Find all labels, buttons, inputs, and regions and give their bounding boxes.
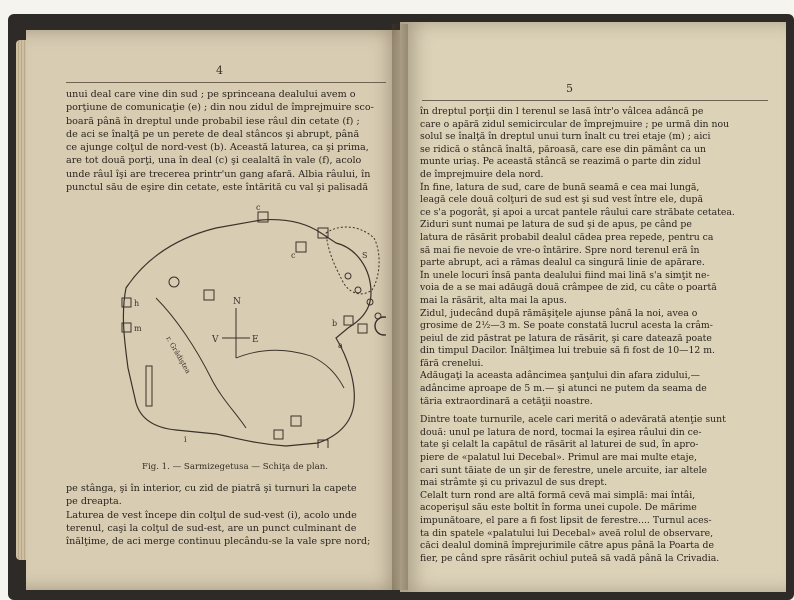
text-line: mai strâmte şi cu privazul de sus drept. (420, 477, 608, 489)
text-line: mai la răsărit, alta mai la apus. (420, 294, 567, 306)
map-label-c: c (256, 203, 261, 212)
text-line: piere de «palatul lui Decebal». Primul are mai multe etaje, (420, 452, 697, 464)
map-label-a: a (338, 341, 343, 350)
tower-square (358, 324, 367, 333)
map-label-b: b (332, 319, 338, 328)
small-circle (355, 287, 361, 293)
map-label-m: m (134, 324, 142, 333)
figure-caption: Fig. 1. — Sarmizegetusa — Schiţa de plan. (142, 462, 328, 472)
right-page-number: 5 (566, 82, 574, 95)
right-body-text (420, 106, 772, 565)
map-label-i: i (184, 435, 187, 444)
fortress-outline (123, 220, 371, 446)
text-line: Adăugaţi la aceasta adâncimea şanţului din afara zidului,— (420, 370, 700, 382)
long-building (146, 366, 152, 406)
text-line: latura de răsărit probabil dealul cădea prea repede, pentru ca (420, 231, 714, 243)
text-line: fier, pe când spre răsărit ochiul puteă să vadă până la Crivadia. (420, 552, 720, 564)
text-line: adâncime aproape de 5 m.— şi atunci ne putem da seama de (420, 383, 707, 395)
text-line: de aci se înalţă pe un perete de deal stâncos şi abrupt, până (66, 128, 360, 140)
text-line: Celalt turn rond are altă formă cevă mai simplă: mai întâi, (420, 489, 696, 501)
text-line: porţiune de comunicaţie (e) ; din nou zidul de împrejmuire sco- (66, 102, 374, 114)
tower-square (291, 416, 301, 426)
round-tower-large (375, 317, 386, 335)
text-line: unde râul îşi are trecerea printr'un gang afară. Albia râului, în (66, 168, 371, 180)
right-page (400, 22, 786, 592)
text-line: două: unul pe latura de nord, tocmai la eşirea râului din ce- (420, 426, 702, 438)
tower-square (296, 242, 306, 252)
text-line: Ziduri sunt numai pe latura de sud şi de apus, pe când pe (420, 219, 692, 231)
left-bottom-text (66, 482, 392, 548)
text-line: ce s'a pogorât, şi apoi a urcat pantele râului care străbate cetatea. (420, 206, 735, 218)
text-line: boară până în dreptul unde probabil iese râul din cetate (f) ; (66, 115, 360, 127)
left-header-rule (66, 82, 386, 83)
text-line: unui deal care vine din sud ; pe sprinceana dealului avem o (66, 89, 356, 100)
text-line: se ridică o stâncă înaltă, păroasă, care ese din pământ ca un (420, 143, 706, 155)
text-line: munte uriaş. Pe această stâncă se reazimă o parte din zidul (420, 156, 701, 168)
compass-n-label: N (233, 297, 241, 307)
inner-path (236, 350, 344, 388)
text-line: fără crenelui. (420, 357, 484, 369)
book-gutter (392, 24, 408, 590)
text-line: în dreptul porţii din l terenul se lasă într'o vâlcea adâncă pe (420, 106, 704, 117)
text-line: din timpul Dacilor. Înălţimea lui trebuie să fi fost de 10—12 m. (420, 345, 715, 357)
text-line: care o apără zidul semicircular de împrejmuire ; pe urmă din nou (420, 118, 730, 130)
map-label-s: S (362, 251, 368, 260)
text-line: Zidul, judecând după rămăşiţele ajunse până la noi, avea o (420, 307, 698, 319)
text-line: impunătoare, el pare a fi fost lipsit de ferestre.... Turnul aces- (420, 515, 712, 526)
left-page-number: 4 (216, 64, 224, 77)
rocky-hill-outline (326, 227, 379, 294)
right-header-rule (422, 100, 768, 101)
text-line: tate şi celalt la capătul de răsărit al laturei de sud, în apro- (420, 439, 699, 451)
text-line: voia de a se mai adăugă două crâmpee de zid, cu câte o poartă (420, 282, 717, 294)
text-line: acoperişul său este boltit în forma unei cupole. De mărime (420, 502, 697, 514)
text-line: parte abrupt, aci a rămas dealul ca singură linie de apărare. (420, 257, 705, 269)
text-line: În fine, latura de sud, care de bună seamă e cea mai lungă, (420, 181, 700, 193)
fortress-plan-map (86, 198, 386, 448)
text-line: căci dealul domină împrejurimile către apus până la Poarta de (420, 540, 714, 552)
left-page (26, 30, 404, 590)
text-line: peiul de zid păstrat pe latura de răsărit, şi care datează poate (420, 332, 712, 344)
tower-square (344, 316, 353, 325)
small-circle (375, 313, 381, 319)
text-line: înălţime, de aci merge continuu plecându-se la vale spre nord; (66, 536, 371, 548)
text-line: tăria extraordinară a cetăţii noastre. (420, 395, 593, 407)
compass-v-label: V (212, 335, 219, 345)
left-top-text (66, 88, 392, 194)
text-line: punctul său de eşire din cetate, este întărită cu val şi palisadă (66, 182, 369, 194)
text-line: pe dreapta. (66, 496, 122, 508)
text-line: ta din spatele «palatului lui Decebal» aveă rolul de observare, (420, 527, 714, 539)
text-line: solul se înalţă în dreptul unui turn înalt cu trei etaje (m) ; aici (420, 131, 711, 143)
river-label: r. Grădiştea (164, 335, 192, 376)
tower-square (204, 290, 214, 300)
text-line: În unele locuri însă panta dealului fiind mai lină s'a simţit ne- (420, 269, 710, 281)
tower-square (274, 430, 283, 439)
text-line: să mai fie nevoie de vre-o întărire. Spre nord terenul eră în (420, 244, 700, 256)
compass-e-label: E (252, 335, 259, 345)
river-line (156, 298, 246, 428)
text-line: are tot două porţi, una în deal (c) şi cealaltă în vale (f), acolo (66, 155, 362, 167)
text-line: Laturea de vest începe din colţul de sud-vest (i), acolo unde (66, 509, 357, 521)
map-label-h: h (134, 299, 140, 308)
text-line: de împrejmuire dela nord. (420, 168, 544, 180)
text-line: ce ajunge colţul de nord-vest (b). Această laturea, ca şi prima, (66, 142, 369, 154)
text-line: terenul, caşi la colţul de sud-est, are un punct culminant de (66, 522, 357, 534)
text-line: Dintre toate turnurile, acele cari merită o adevărată atenţie sunt (420, 414, 726, 426)
map-label-c2: c (291, 251, 296, 260)
text-line: grosime de 2½—3 m. Se poate constată lucrul acesta la crâm- (420, 320, 713, 332)
small-circle (345, 273, 351, 279)
round-tower (169, 277, 179, 287)
text-line: pe stânga, şi în interior, cu zid de piatră şi turnuri la capete (66, 483, 357, 494)
text-line: leagă cele două colţuri de sud est şi sud vest între ele, după (420, 194, 704, 206)
text-line: cari sunt tăiate de un şir de ferestre, unele arcuite, iar altele (420, 464, 708, 476)
